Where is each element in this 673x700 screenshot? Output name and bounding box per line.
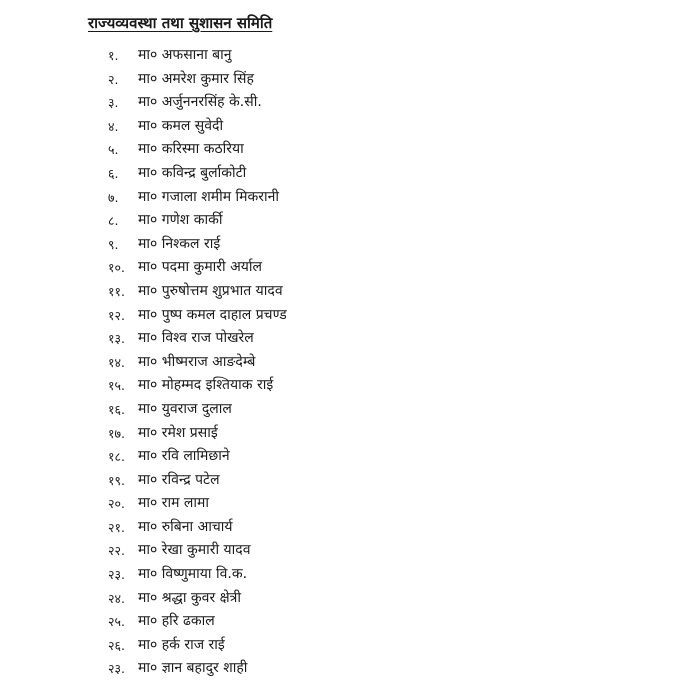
list-item bbox=[0, 398, 673, 422]
member-name: मा० विश्व राज पोखरेल bbox=[138, 330, 254, 347]
list-item bbox=[0, 610, 673, 634]
member-name: मा० पुष्प कमल दाहाल प्रचण्ड bbox=[138, 306, 287, 323]
item-number: १. bbox=[108, 48, 119, 63]
item-number: १२. bbox=[108, 307, 125, 323]
member-name: मा० मोहम्मद इश्तियाक राई bbox=[138, 377, 274, 394]
item-number: ११. bbox=[108, 283, 125, 299]
item-number: ९. bbox=[108, 236, 119, 252]
member-name: मा० अफसाना बानु bbox=[138, 47, 232, 63]
list-item bbox=[0, 233, 673, 257]
item-number: २०. bbox=[108, 496, 125, 512]
list-item bbox=[0, 587, 673, 611]
item-number: ७. bbox=[108, 189, 119, 205]
item-number: २३. bbox=[108, 661, 125, 677]
item-number: २५. bbox=[108, 614, 125, 630]
list-item bbox=[0, 351, 673, 375]
item-number: १९. bbox=[108, 472, 125, 488]
list-item bbox=[0, 422, 673, 446]
item-number: २. bbox=[108, 71, 119, 87]
member-name: मा० अमरेश कुमार सिंह bbox=[138, 70, 254, 87]
list-item bbox=[0, 657, 673, 681]
item-number: १३. bbox=[108, 331, 125, 347]
member-name: मा० निश्कल राई bbox=[138, 235, 221, 252]
item-number: २१. bbox=[108, 519, 125, 535]
member-name: मा० रेखा कुमारी यादव bbox=[138, 542, 251, 559]
list-item bbox=[0, 469, 673, 493]
item-number: २३. bbox=[108, 567, 125, 583]
list-item bbox=[0, 162, 673, 186]
member-name: मा० श्रद्धा कुवर क्षेत्री bbox=[138, 589, 242, 606]
list-item bbox=[0, 374, 673, 398]
member-name: मा० करिस्मा कठरिया bbox=[138, 141, 244, 158]
member-name: मा० रवि लामिछाने bbox=[138, 448, 230, 465]
item-number: ५. bbox=[108, 142, 119, 158]
list-item bbox=[0, 209, 673, 233]
document-title: राज्यव्यवस्था तथा सुशासन समिति bbox=[88, 14, 273, 32]
member-name: मा० विष्णुमाया वि.क. bbox=[138, 566, 248, 583]
list-item bbox=[0, 516, 673, 540]
list-item bbox=[0, 115, 673, 139]
list-item bbox=[0, 138, 673, 162]
member-name: मा० राम लामा bbox=[138, 495, 210, 512]
member-name: मा० कमल सुवेदी bbox=[138, 117, 224, 134]
list-item bbox=[0, 256, 673, 280]
list-item bbox=[0, 563, 673, 587]
item-number: १५. bbox=[108, 378, 125, 394]
member-name: मा० पुरुषोत्तम शुप्रभात यादव bbox=[138, 282, 283, 299]
item-number: ६. bbox=[108, 165, 119, 181]
list-item bbox=[0, 327, 673, 351]
item-number: ८. bbox=[108, 213, 119, 229]
item-number: २२. bbox=[108, 543, 125, 559]
member-name: मा० पदमा कुमारी अर्याल bbox=[138, 259, 263, 276]
member-name: मा० रविन्द्र पटेल bbox=[138, 471, 220, 488]
member-name: मा० ज्ञान बहादुर शाही bbox=[138, 660, 248, 677]
list-item bbox=[0, 186, 673, 210]
member-name: मा० अर्जुननरसिंह के.सी. bbox=[138, 94, 262, 111]
member-name: मा० हर्क राज राई bbox=[138, 636, 225, 653]
item-number: १६. bbox=[108, 401, 125, 417]
list-item bbox=[0, 445, 673, 469]
member-name: मा० रमेश प्रसाई bbox=[138, 424, 218, 441]
item-number: २६. bbox=[108, 637, 125, 653]
list-item bbox=[0, 492, 673, 516]
item-number: १७. bbox=[108, 425, 125, 441]
item-number: १८. bbox=[108, 449, 125, 465]
member-name: मा० गजाला शमीम मिकरानी bbox=[138, 188, 280, 205]
item-number: १०. bbox=[108, 260, 125, 276]
item-number: २४. bbox=[108, 590, 125, 606]
member-name: मा० भीष्मराज आङदेम्बे bbox=[138, 353, 256, 370]
member-name: मा० युवराज दुलाल bbox=[138, 400, 232, 417]
list-item bbox=[0, 91, 673, 115]
list-item bbox=[0, 68, 673, 92]
list-item bbox=[0, 304, 673, 328]
member-list bbox=[0, 44, 673, 681]
member-name: मा० हरि ढकाल bbox=[138, 613, 215, 630]
member-name: मा० गणेश कार्की bbox=[138, 212, 223, 229]
list-item bbox=[0, 634, 673, 658]
item-number: ४. bbox=[108, 118, 119, 134]
member-name: मा० रुबिना आचार्य bbox=[138, 518, 233, 535]
item-number: १४. bbox=[108, 354, 125, 370]
list-item bbox=[0, 280, 673, 304]
member-name: मा० कविन्द्र बुर्लाकोटी bbox=[138, 164, 247, 181]
list-item bbox=[0, 539, 673, 563]
list-item bbox=[0, 44, 673, 68]
item-number: ३. bbox=[108, 95, 119, 111]
